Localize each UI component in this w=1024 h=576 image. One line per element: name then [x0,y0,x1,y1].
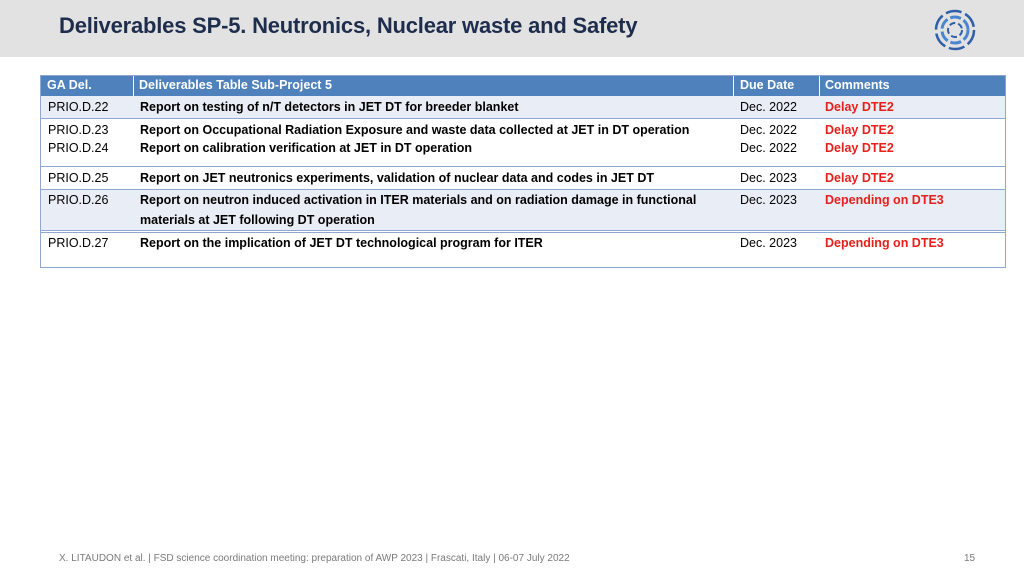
due-date: Dec. 2022 [740,123,797,137]
deliverable-title: Report on Occupational Radiation Exposure and waste data collected at JET in DT operation [140,123,690,137]
table-row [41,167,1005,189]
header-ga-del: GA Del. [47,78,92,92]
comment-status: Delay DTE2 [825,100,894,114]
deliverable-title: Report on calibration verification at JET in DT operation [140,141,472,155]
comment-status: Delay DTE2 [825,141,894,155]
deliverable-id: PRIO.D.25 [48,171,109,185]
table-row [41,119,1005,137]
comment-status: Delay DTE2 [825,123,894,137]
table-row [41,96,1005,118]
deliverable-title: Report on testing of n/T detectors in JET DT for breeder blanket [140,100,519,114]
table-row [41,138,1005,166]
deliverable-title-continued: materials at JET following DT operation [140,213,375,227]
comment-status: Delay DTE2 [825,171,894,185]
table-row [41,233,1005,267]
circular-consortium-logo-icon [934,9,976,51]
due-date: Dec. 2023 [740,193,797,207]
due-date: Dec. 2023 [740,171,797,185]
page-number: 15 [964,553,976,564]
due-date: Dec. 2022 [740,141,797,155]
comment-status: Depending on DTE3 [825,193,944,207]
table-row [41,190,1005,230]
deliverable-id: PRIO.D.27 [48,236,109,250]
comment-status: Depending on DTE3 [825,236,944,250]
deliverable-id: PRIO.D.22 [48,100,109,114]
due-date: Dec. 2022 [740,100,797,114]
deliverable-title: Report on neutron induced activation in ITER materials and on radiation damage in functional [140,193,697,207]
slide-title: Deliverables SP-5. Neutronics, Nuclear waste and Safety [59,13,638,38]
deliverable-id: PRIO.D.26 [48,193,109,207]
header-deliverables: Deliverables Table Sub-Project 5 [139,78,332,92]
deliverables-table [40,75,1006,268]
deliverable-id: PRIO.D.23 [48,123,109,137]
deliverable-title: Report on JET neutronics experiments, validation of nuclear data and codes in JET DT [140,171,654,185]
deliverable-title: Report on the implication of JET DT technological program for ITER [140,236,543,250]
table-header-row [41,76,1005,96]
due-date: Dec. 2023 [740,236,797,250]
deliverable-id: PRIO.D.24 [48,141,109,155]
header-comments: Comments [825,78,890,92]
slide-footer: X. LITAUDON et al. | FSD science coordination meeting: preparation of AWP 2023 | Frascati, Italy | 06-07 July 2022 [59,553,570,564]
slide-header [0,0,1024,57]
header-due-date: Due Date [740,78,795,92]
